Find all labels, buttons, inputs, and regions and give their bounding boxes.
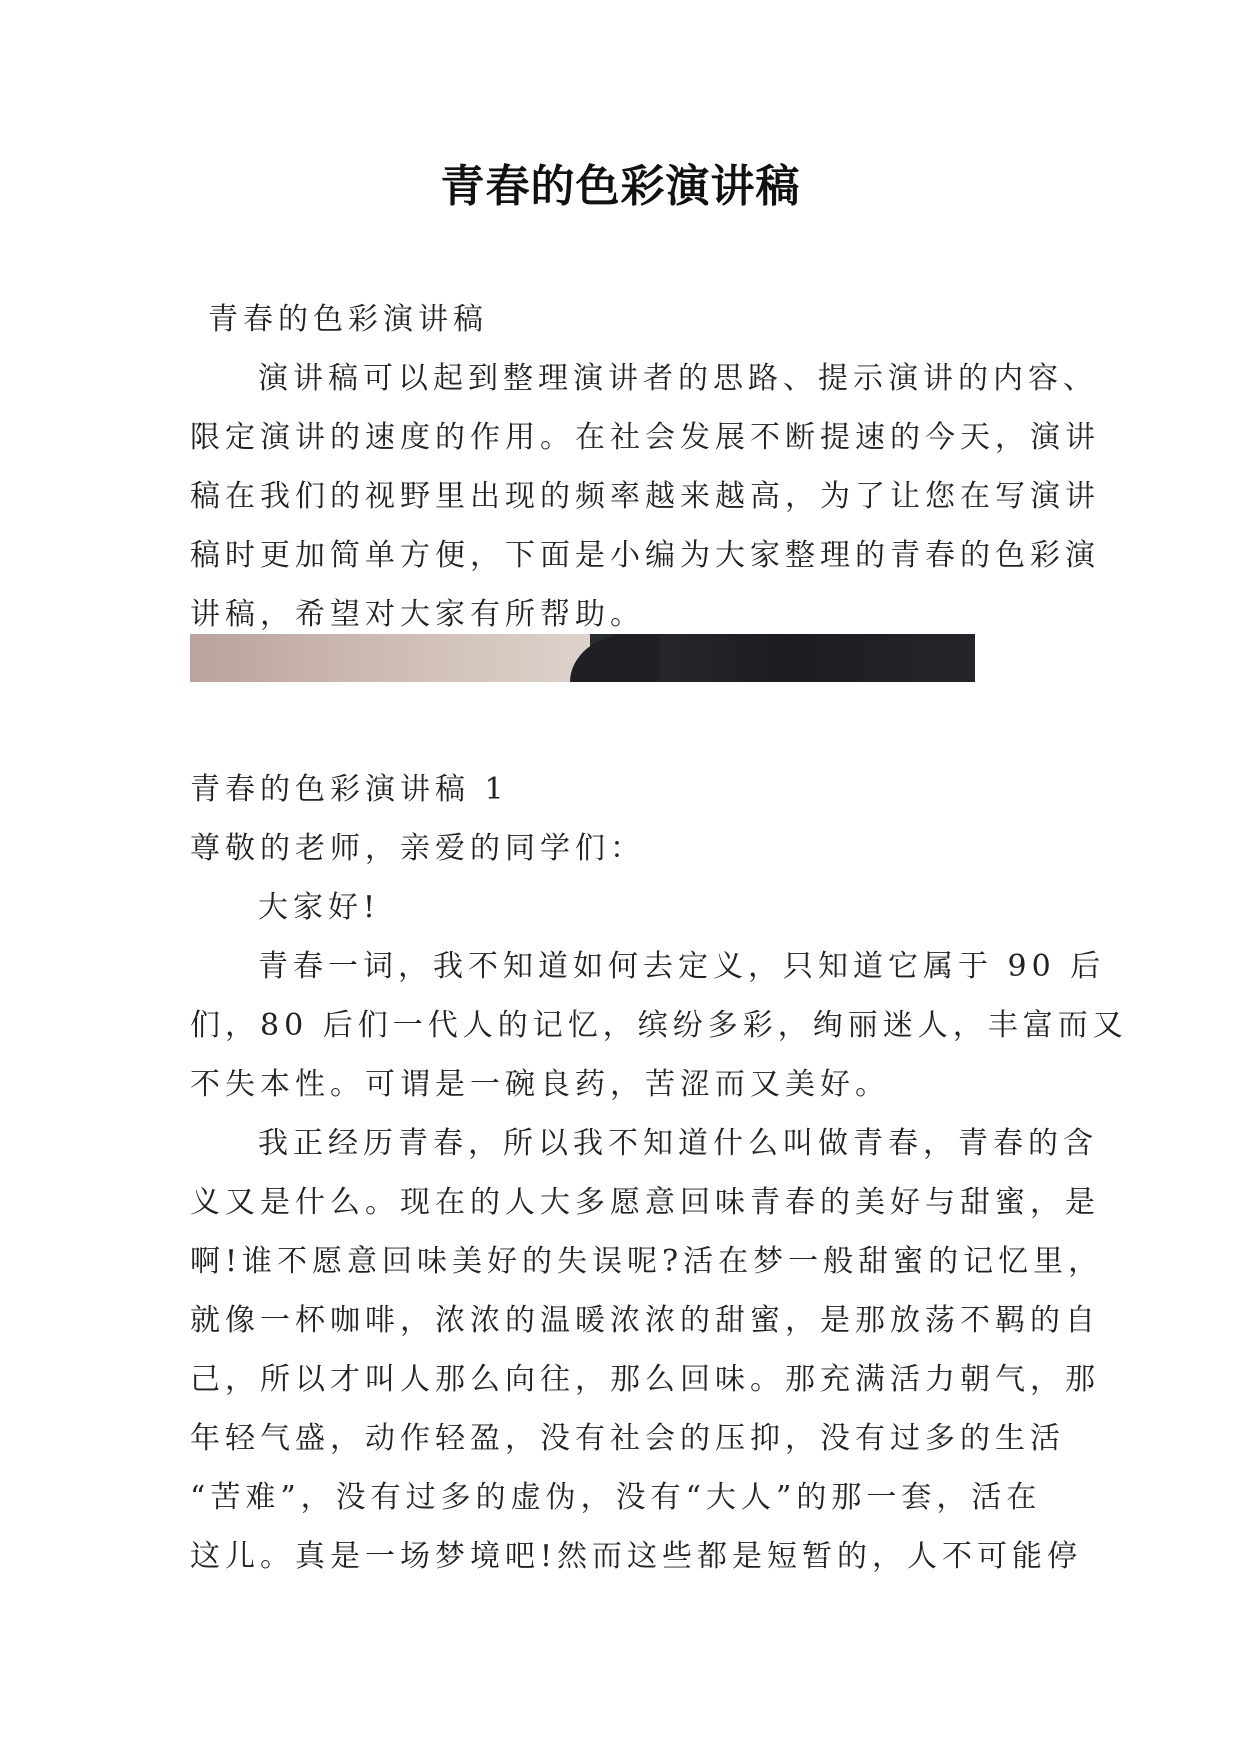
paragraph-line: 这儿。真是一场梦境吧!然而这些都是短暂的，人不可能停 — [190, 1539, 1083, 1574]
intro-line: 稿在我们的视野里出现的频率越来越高，为了让您在写演讲 — [190, 479, 1100, 514]
salutation: 尊敬的老师，亲爱的同学们： — [190, 831, 645, 866]
greeting: 大家好! — [258, 890, 381, 925]
paragraph-line: 们，80 后们一代人的记忆，缤纷多彩，绚丽迷人，丰富而又 — [190, 1008, 1128, 1043]
intro-line: 演讲稿可以起到整理演讲者的思路、提示演讲的内容、 — [258, 361, 1098, 396]
photo-background-region — [190, 634, 600, 682]
cropped-photo-strip — [190, 634, 975, 682]
paragraph-line: 就像一杯咖啡，浓浓的温暖浓浓的甜蜜，是那放荡不羁的自 — [190, 1303, 1100, 1338]
document-title: 青春的色彩演讲稿 — [440, 161, 801, 212]
paragraph-line: 青春一词，我不知道如何去定义，只知道它属于 90 后 — [258, 949, 1106, 984]
paragraph-line: 我正经历青春，所以我不知道什么叫做青春，青春的含 — [258, 1126, 1098, 1161]
paragraph-line: 年轻气盛，动作轻盈，没有社会的压抑，没有过多的生活 — [190, 1421, 1065, 1456]
speech-body — [190, 760, 1128, 1586]
intro-block — [190, 290, 1100, 644]
paragraph-line: 己，所以才叫人那么向往，那么回味。那充满活力朝气，那 — [190, 1362, 1100, 1397]
intro-line: 讲稿，希望对大家有所帮助。 — [190, 597, 645, 632]
intro-line: 稿时更加简单方便，下面是小编为大家整理的青春的色彩演 — [190, 538, 1100, 573]
subtitle: 青春的色彩演讲稿 — [208, 302, 488, 337]
paragraph-line: 不失本性。可谓是一碗良药，苦涩而又美好。 — [190, 1067, 890, 1102]
paragraph-line: “苦难”，没有过多的虚伪，没有“大人”的那一套，活在 — [190, 1480, 1042, 1515]
intro-line: 限定演讲的速度的作用。在社会发展不断提速的今天，演讲 — [190, 420, 1100, 455]
paragraph-line: 义又是什么。现在的人大多愿意回味青春的美好与甜蜜，是 — [190, 1185, 1100, 1220]
section-heading: 青春的色彩演讲稿 1 — [190, 772, 509, 807]
paragraph-line: 啊!谁不愿意回味美好的失误呢?活在梦一般甜蜜的记忆里， — [190, 1244, 1104, 1279]
